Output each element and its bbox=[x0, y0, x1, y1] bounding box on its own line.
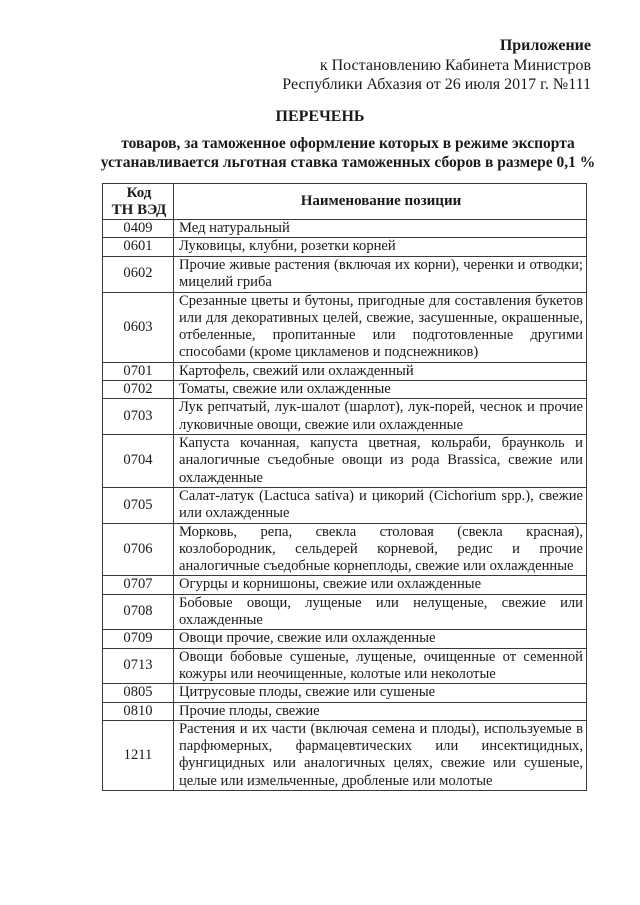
row-name: Томаты, свежие или охлажденные bbox=[174, 381, 587, 399]
table-row bbox=[103, 487, 587, 523]
row-code: 0409 bbox=[103, 220, 174, 238]
row-code: 0706 bbox=[103, 523, 174, 576]
row-code: 0701 bbox=[103, 362, 174, 380]
appendix-title: Приложение bbox=[499, 37, 591, 54]
row-code: 0713 bbox=[103, 648, 174, 684]
document-subheading bbox=[96, 134, 600, 172]
row-name: Овощи бобовые сушеные, лущеные, очищенные от семенной кожуры или неочищенные, колотые или неколотые bbox=[174, 648, 587, 684]
table-row bbox=[103, 220, 587, 238]
row-code: 0810 bbox=[103, 702, 174, 720]
row-name: Овощи прочие, свежие или охлажденные bbox=[174, 630, 587, 648]
row-name: Прочие живые растения (включая их корни), черенки и отводки; мицелий гриба bbox=[174, 256, 587, 292]
row-code: 1211 bbox=[103, 720, 174, 790]
name-column-header: Наименование позиции bbox=[174, 184, 587, 220]
subheading-line-1: товаров, за таможенное оформление которых в режиме экспорта bbox=[121, 135, 575, 152]
table-row bbox=[103, 648, 587, 684]
table-row bbox=[103, 720, 587, 790]
code-column-header bbox=[103, 184, 174, 220]
row-code: 0709 bbox=[103, 630, 174, 648]
row-code: 0603 bbox=[103, 292, 174, 362]
table-row bbox=[103, 523, 587, 576]
row-name: Цитрусовые плоды, свежие или сушеные bbox=[174, 684, 587, 702]
table-header-row bbox=[103, 184, 587, 220]
table-row bbox=[103, 630, 587, 648]
row-name: Лук репчатый, лук-шалот (шарлот), лук-порей, чеснок и прочие луковичные овощи, свежие или охлажденные bbox=[174, 399, 587, 435]
row-name: Срезанные цветы и бутоны, пригодные для составления букетов или для декоративных целей, свежие, засушенные, окрашенные, отбеленные, пропитанные или подготовленные другими способами (кроме цикламенов и подснежников) bbox=[174, 292, 587, 362]
row-code: 0602 bbox=[103, 256, 174, 292]
code-header-line-1: Код bbox=[126, 184, 152, 201]
row-name: Салат-латук (Lactuca sativa) и цикорий (Cichorium spp.), свежие или охлажденные bbox=[174, 487, 587, 523]
row-name: Огурцы и корнишоны, свежие или охлажденные bbox=[174, 576, 587, 594]
row-name: Растения и их части (включая семена и плоды), используемые в парфюмерных, фармацевтических или инсектицидных, фунгицидных или аналогичных целях, свежие или сушеные, целые или измельченные, дробленые или молотые bbox=[174, 720, 587, 790]
row-code: 0702 bbox=[103, 381, 174, 399]
row-code: 0707 bbox=[103, 576, 174, 594]
table-row bbox=[103, 256, 587, 292]
table-row bbox=[103, 594, 587, 630]
row-code: 0601 bbox=[103, 238, 174, 256]
table-row bbox=[103, 702, 587, 720]
table-row bbox=[103, 362, 587, 380]
appendix-line-2: Республики Абхазия от 26 июля 2017 г. №111 bbox=[282, 76, 591, 93]
row-code: 0805 bbox=[103, 684, 174, 702]
row-name: Картофель, свежий или охлажденный bbox=[174, 362, 587, 380]
row-name: Прочие плоды, свежие bbox=[174, 702, 587, 720]
appendix-line-1: к Постановлению Кабинета Министров bbox=[319, 56, 591, 74]
row-name: Мед натуральный bbox=[174, 220, 587, 238]
table-row bbox=[103, 399, 587, 435]
row-name: Капуста кочанная, капуста цветная, кольраби, браунколь и аналогичные съедобные овощи из рода Brassica, свежие или охлажденные bbox=[174, 434, 587, 487]
row-name: Луковицы, клубни, розетки корней bbox=[174, 238, 587, 256]
row-code: 0704 bbox=[103, 434, 174, 487]
goods-table bbox=[102, 183, 587, 791]
row-name: Морковь, репа, свекла столовая (свекла красная), козлобородник, сельдерей корневой, редис и прочие аналогичные съедобные корнеплоды, свежие или охлажденные bbox=[174, 523, 587, 576]
table-row bbox=[103, 381, 587, 399]
appendix-header bbox=[282, 36, 591, 95]
row-code: 0708 bbox=[103, 594, 174, 630]
row-name: Бобовые овощи, лущеные или нелущеные, свежие или охлажденные bbox=[174, 594, 587, 630]
document-heading: ПЕРЕЧЕНЬ bbox=[275, 108, 365, 125]
table-row bbox=[103, 576, 587, 594]
table-row bbox=[103, 292, 587, 362]
table-row bbox=[103, 684, 587, 702]
row-code: 0705 bbox=[103, 487, 174, 523]
table-row bbox=[103, 434, 587, 487]
code-header-line-2: ТН ВЭД bbox=[111, 201, 167, 218]
subheading-line-2: устанавливается льготная ставка таможенных сборов в размере 0,1 % bbox=[100, 154, 596, 171]
table-row bbox=[103, 238, 587, 256]
row-code: 0703 bbox=[103, 399, 174, 435]
